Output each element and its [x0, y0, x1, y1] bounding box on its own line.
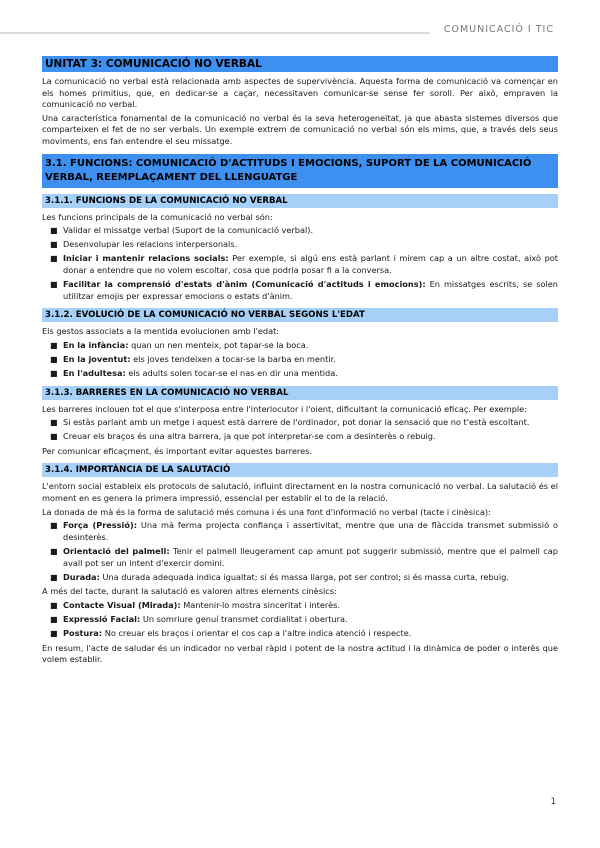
subsection-intro: Els gestos associats a la mentida evolucionen amb l'edat: [42, 326, 280, 337]
list-item: ■ Força (Pressió): Una mà ferma projecta confiança i assertivitat, mentre que una de flàccida transmet submissió o desinterès. [50, 520, 559, 542]
list-item: ■ Orientació del palmell: Tenir el palmell lleugerament cap amunt pot suggerir submissió, mentre que el palmell cap avall pot ser un intent d'exercir domini. [50, 545, 558, 568]
subsection-intro: Les barreres inclouen tot el que s'interposa entre l'interlocutor i l'oient, dificultant la comunicació eficaç. Per exemple: [42, 403, 527, 414]
list-item: ■ En la infància: quan un nen menteix, pot tapar-se la boca. [50, 339, 309, 350]
subsection-title-evolution: 3.1.2. EVOLUCIÓ DE LA COMUNICACIÓ NO VERBAL SEGONS L'EDAT [42, 308, 558, 322]
subsection-intro: Les funcions principals de la comunicació no verbal són: [42, 211, 273, 222]
list-item: ■ Contacte Visual (Mirada): Mantenir-lo mostra sinceritat i interès. [50, 599, 340, 610]
subsection-title-barriers: 3.1.3. BARRERES EN LA COMUNICACIÓ NO VERBAL [42, 386, 558, 400]
age-list [42, 340, 558, 380]
bullet-icon: ■ [50, 226, 58, 236]
subsection-outro: Per comunicar eficaçment, és important evitar aquestes barreres. [42, 445, 312, 456]
list-item: ■ Creuar els braços és una altra barrera, ja que pot interpretar-se com a desinterès o rebuig. [50, 431, 436, 442]
bullet-icon: ■ [50, 432, 58, 442]
bullet-icon: ■ [50, 340, 58, 350]
list-item: ■ Postura: No creuar els braços i orientar el cos cap a l'altre indica atenció i respecte. [50, 628, 412, 638]
list-item: ■ Durada: Una durada adequada indica igualtat; si és massa llarga, pot ser control; si és massa curta, rebuig. [50, 571, 509, 582]
unit-paragraph: Una característica fonamental de la comunicació no verbal és la seva heterogeneïtat, ja que abasta sistemes diversos que comparteixen el fet de no ser verbals. Un exemple extrem de comunicació no verbal són els mims, que, a través dels seus moviments, ens fan entendre el seu missatge. [42, 112, 558, 146]
bullet-icon: ■ [50, 240, 58, 250]
bullet-icon: ■ [50, 280, 58, 290]
list-item: ■ En la joventut: els joves tendeixen a tocar-se la barba en mentir. [50, 353, 336, 364]
bullet-icon: ■ [50, 521, 58, 531]
greeting-paragraph: La donada de mà és la forma de salutació més comuna i és una font d'informació no verbal (tacte i cinèsica): [42, 506, 491, 517]
list-item: ■ Expressió Facial: Un somriure genuí transmet cordialitat i obertura. [50, 613, 348, 624]
kinesic-list [42, 600, 558, 640]
list-item: ■ Desenvolupar les relacions interpersonals. [50, 239, 238, 250]
greeting-paragraph: L'entorn social estableix els protocols de salutació, influint directament en la nostra comunicació no verbal. La salutació és el moment en es genera la primera impressió, essencial per establir el to de la relació. [42, 481, 558, 504]
unit-title: UNITAT 3: COMUNICACIÓ NO VERBAL [42, 56, 558, 72]
page-header [0, 24, 600, 40]
greeting-paragraph: A més del tacte, durant la salutació es valoren altres elements cinèsics: [42, 586, 337, 597]
bullet-icon: ■ [50, 572, 58, 582]
bullet-icon: ■ [50, 418, 58, 428]
barriers-list [42, 417, 558, 443]
bullet-icon: ■ [50, 614, 58, 624]
handshake-list [42, 520, 558, 583]
list-item: ■ Validar el missatge verbal (Suport de la comunicació verbal). [50, 225, 314, 236]
functions-list [42, 225, 558, 302]
header-title: COMUNICACIÓ I TIC [443, 24, 554, 35]
bullet-icon: ■ [50, 254, 58, 264]
greeting-summary: En resum, l'acte de saludar és un indicador no verbal ràpid i potent de la nostra actitud i la dinàmica de poder o interès que volem establir. [42, 642, 558, 665]
document-body [42, 56, 558, 668]
list-item: ■ En l'adultesa: els adults solen tocar-se el nas en dir una mentida. [50, 368, 338, 378]
subsection-title-greeting: 3.1.4. IMPORTÀNCIA DE LA SALUTACIÓ [42, 463, 558, 477]
header-rule [0, 32, 430, 34]
list-item: ■ Iniciar i mantenir relacions socials: Per exemple, si algú ens està parlant i mirem cap a un altre costat, això pot donar a entendre que no volem escoltar, cosa que podria posar fi a la conversa. [50, 253, 558, 275]
bullet-icon: ■ [50, 354, 58, 364]
list-item: ■ Facilitar la comprensió d'estats d'ànim (Comunicació d'actituds i emocions): En missatges escrits, se solen utilitzar emojis per expressar emocions o estats d'ànim. [50, 279, 558, 301]
bullet-icon: ■ [50, 546, 58, 556]
section-title: 3.1. FUNCIONS: COMUNICACIÓ D'ACTITUDS I EMOCIONS, SUPORT DE LA COMUNICACIÓ VERBAL, REEMPLAÇAMENT DEL LLENGUATGE [42, 154, 558, 188]
bullet-icon: ■ [50, 600, 58, 610]
unit-paragraph: La comunicació no verbal està relacionada amb aspectes de supervivència. Aquesta forma de comunicació va començar en els homes primitius, que, en dedicar-se a caçar, necessitaven comunicar-se sense fer soroll. Per això, empraven la comunicació no verbal. [42, 76, 558, 110]
bullet-icon: ■ [50, 629, 58, 638]
bullet-icon: ■ [50, 369, 58, 378]
list-item: ■ Si estàs parlant amb un metge i aquest està darrere de l'ordinador, pot donar la sensació que no t'està escoltant. [50, 417, 530, 428]
page-number: 1 [550, 797, 556, 807]
subsection-title-functions: 3.1.1. FUNCIONS DE LA COMUNICACIÓ NO VERBAL [42, 194, 558, 208]
